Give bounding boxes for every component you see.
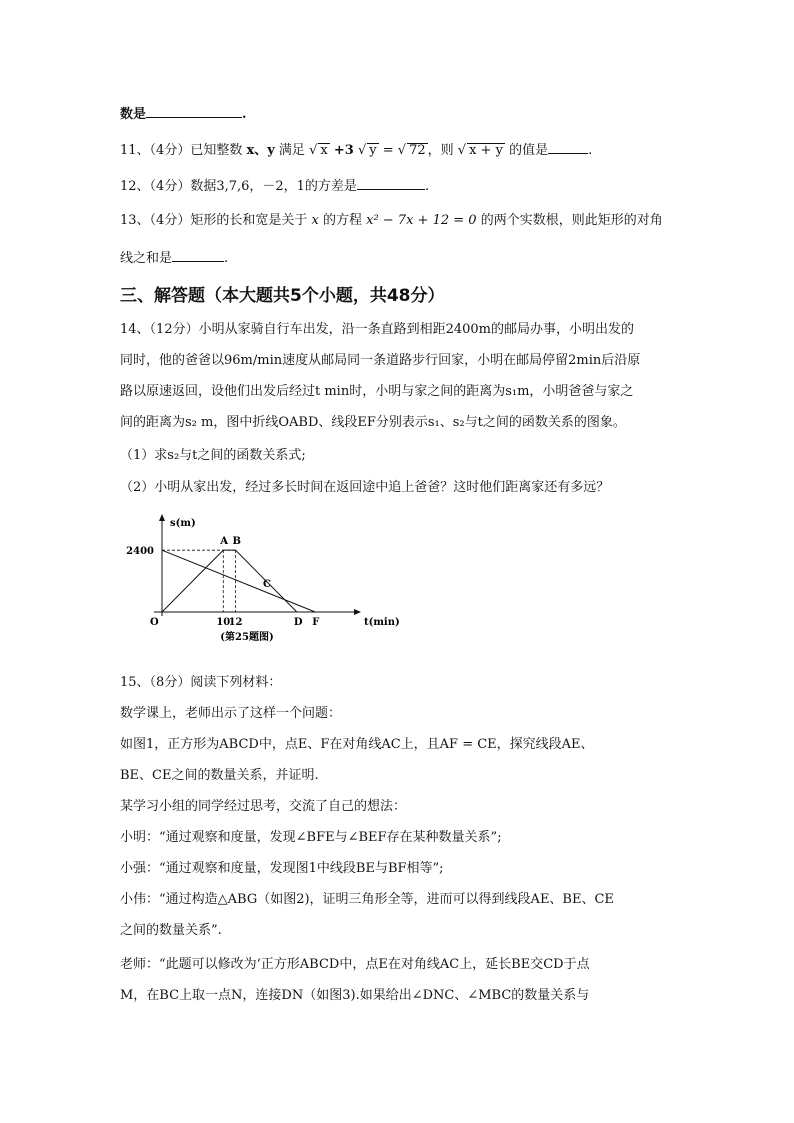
q11-eq: = — [382, 143, 394, 158]
series-line-EF — [162, 550, 315, 612]
q15-line2: 数学课上，老师出示了这样一个问题： — [120, 706, 342, 721]
q15-line9: 之间的数量关系”. — [120, 923, 222, 938]
q10-end: . — [242, 107, 247, 122]
q15-line4: BE、CE之间的数量关系，并证明. — [120, 768, 319, 783]
q13-line2: 线之和是 — [120, 251, 173, 266]
q14-graph — [120, 512, 400, 652]
question-12 — [120, 175, 429, 197]
sqrt-sign-icon: √ — [309, 143, 318, 158]
q13-answer-blank — [172, 247, 224, 262]
x-tick-label-12: 12 — [228, 617, 243, 628]
q13-suffix: 的两个实数根，则此矩形的对角 — [480, 213, 663, 228]
series-line-OABD — [162, 550, 297, 612]
point-label-A: A — [220, 536, 229, 548]
q15-line3: 如图1，正方形为ABCD中，点E、F在对角线AC上，且AF = CE，探究线段AE、 — [120, 737, 594, 752]
point-label-D: D — [293, 617, 303, 628]
x-axis-arrow-icon — [354, 609, 361, 615]
sqrt-sign-icon: √ — [397, 143, 407, 158]
q15-line1: 15、（8分）阅读下列材料： — [120, 675, 282, 690]
q12-end: . — [424, 179, 430, 194]
q13-mid: 的方程 — [322, 213, 362, 228]
point-label-O: O — [150, 617, 159, 628]
y-axis-arrow-icon — [159, 514, 165, 521]
point-label-C: C — [263, 578, 272, 590]
q13-equation: x² − 7x + 12 = 0 — [366, 213, 477, 228]
q15-line11: M，在BC上取一点N，连接DN（如图3).如果给出∠DNC、∠MBC的数量关系与 — [120, 988, 590, 1003]
q15-line7: 小强：“通过观察和度量，发现图1中线段BE与BF相等”; — [120, 861, 444, 876]
q11-vars: x、y — [246, 143, 275, 158]
question-13 — [120, 211, 663, 231]
q14-sub2: （2）小明从家出发，经过多长时间在返回途中追上爸爸？这时他们距离家还有多远？ — [120, 480, 610, 495]
q10-answer-blank — [146, 103, 242, 118]
q11-prefix: 11、（4分）已知整数 — [120, 143, 243, 158]
section-3-heading: 三、解答题（本大题共5个小题，共48分） — [120, 286, 445, 306]
q15-line6: 小明：“通过观察和度量，发现∠BFE与∠BEF存在某种数量关系”; — [120, 830, 502, 845]
q12-answer-blank — [357, 175, 425, 190]
q14-line3: 路以原速返回，设他们出发后经过t min时，小明与家之间的距离为s₁m，小明爸爸与家之 — [120, 384, 634, 399]
x-tick-label-10: 10 — [216, 617, 231, 628]
q11-mid: 满足 — [278, 143, 305, 158]
q14-line1: 14、（12分）小明从家骑自行车出发，沿一条直路到相距2400m的邮局办事，小明出发的 — [120, 322, 634, 337]
q11-radicand-y: y — [369, 143, 377, 158]
point-label-F: F — [312, 617, 320, 628]
q13-var: x — [311, 213, 319, 228]
q11-suffix: 的值是 — [509, 143, 549, 158]
q11-radicand-72: 72 — [409, 143, 426, 158]
q14-sub1: （1）求s₂与t之间的函数关系式; — [120, 448, 306, 463]
point-label-B: B — [232, 536, 242, 548]
q14-line2: 同时，他的爸爸以96m/min速度从邮局同一条道路步行回家，小明在邮局停留2min后沿原 — [120, 353, 641, 368]
q10-text: 数是 — [120, 107, 147, 122]
q11-then: ，则 — [427, 143, 454, 158]
y-tick-label-2400: 2400 — [126, 546, 154, 558]
q11-answer-blank — [548, 139, 588, 154]
q14-line4: 间的距离为s₂ m，图中折线OABD、线段EF分别表示s₁、s₂与t之间的函数关系的图象。 — [120, 415, 626, 430]
sqrt-sign-icon: √ — [357, 143, 367, 158]
q13-end: . — [224, 251, 229, 266]
chart-caption: (第25题图) — [220, 632, 274, 643]
q10-tail — [120, 103, 247, 125]
q15-line5: 某学习小组的同学经过思考，交流了自己的想法： — [120, 799, 407, 814]
question-11 — [120, 139, 592, 161]
q11-radicand-xy: x + y — [469, 143, 503, 158]
q11-end: . — [588, 143, 593, 158]
q11-plus3: +3 — [333, 143, 354, 158]
x-axis-label: t(min) — [364, 617, 400, 628]
question-13-line2 — [120, 247, 228, 269]
q15-line10: 老师：“此题可以修改为‘正方形ABCD中，点E在对角线AC上，延长BE交CD于点 — [120, 957, 590, 972]
q11-radicand-x: x — [320, 143, 328, 158]
q13-prefix: 13、（4分）矩形的长和宽是关于 — [120, 213, 308, 228]
q12-text: 12、（4分）数据3,7,6，－2，1的方差是 — [120, 179, 357, 194]
q15-line8: 小伟：“通过构造△ABG（如图2)，证明三角形全等，进而可以得到线段AE、BE、CE — [120, 892, 614, 907]
y-axis-label: s(m) — [170, 518, 196, 529]
sqrt-sign-icon: √ — [457, 143, 467, 158]
